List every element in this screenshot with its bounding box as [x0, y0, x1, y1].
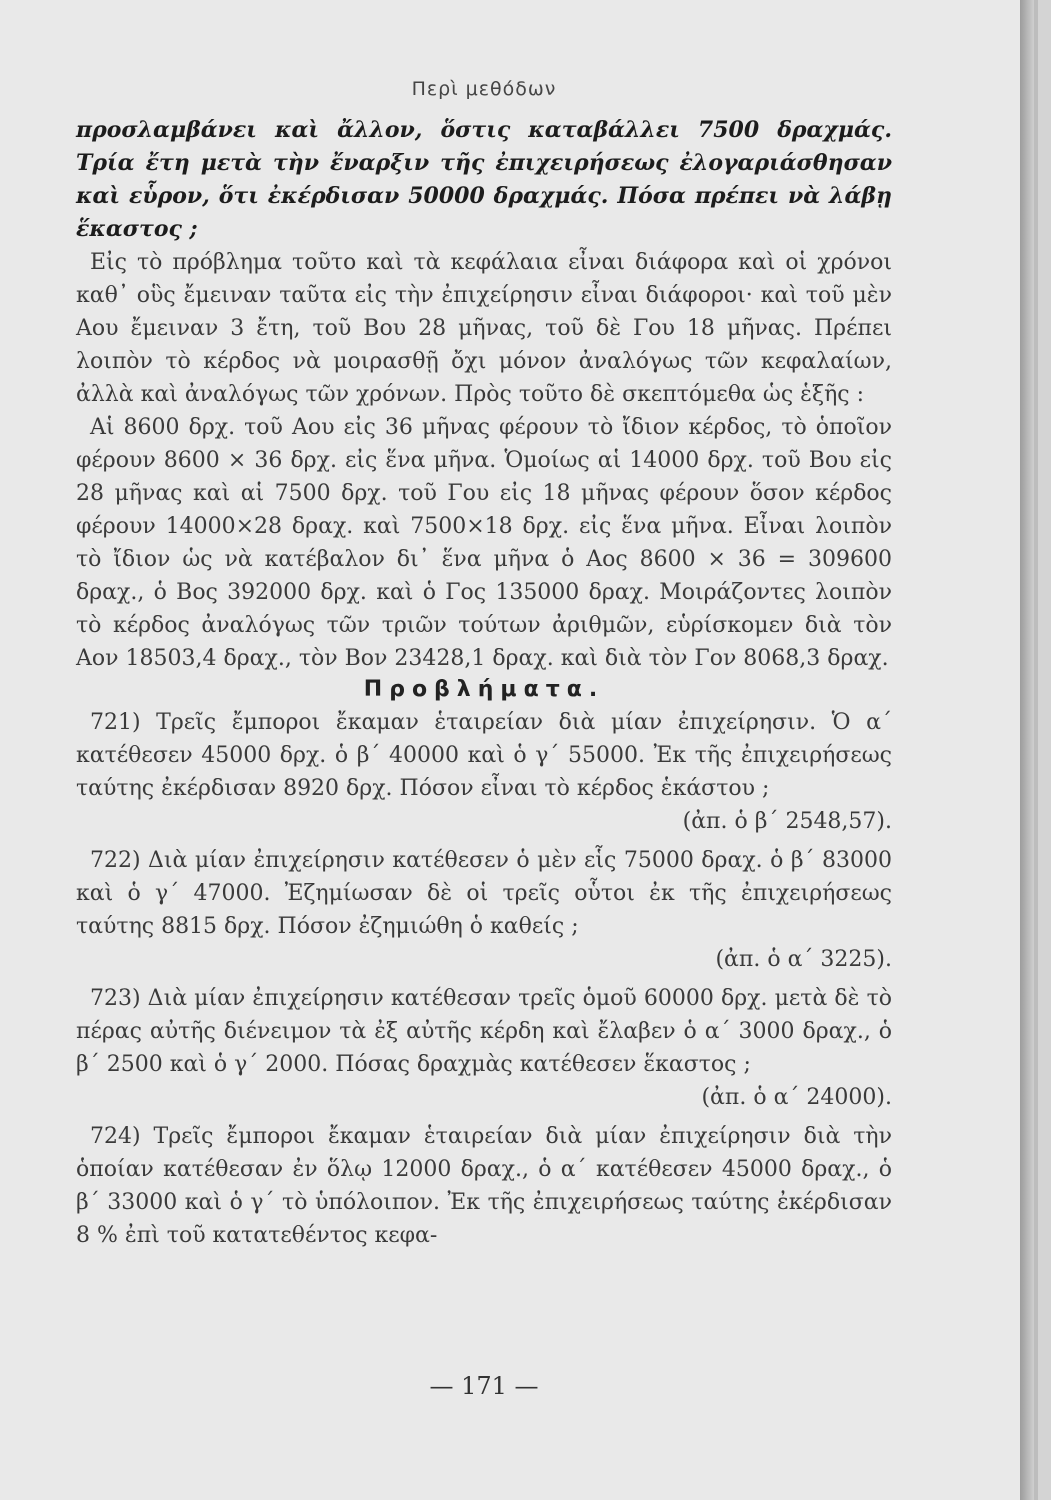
problem-text: 723) Διὰ μίαν ἐπιχείρησιν κατέθεσαν τρεῖς ὁμοῦ 60000 δρχ. μετὰ δὲ τὸ πέρας αὐτῆς διένειμον τὰ ἐξ αὐτῆς κέρδη καὶ ἔλαβεν ὁ α΄ 3000 δραχ., ὁ β΄ 2500 καὶ ὁ γ΄ 2000. Πόσας δραχμὰς κατέθεσεν ἕκαστος ; — [76, 986, 892, 1077]
problem-721 — [76, 706, 892, 838]
page-edge-shadow — [1020, 0, 1034, 1500]
problem-text: 722) Διὰ μίαν ἐπιχείρησιν κατέθεσεν ὁ μὲν εἷς 75000 δραχ. ὁ β΄ 83000 καὶ ὁ γ΄ 47000. Ἐζημίωσαν δὲ οἱ τρεῖς οὗτοι ἐκ τῆς ἐπιχειρήσεως ταύτης 8815 δρχ. Πόσον ἐζημιώθη ὁ καθείς ; — [76, 848, 892, 939]
problem-724 — [76, 1120, 892, 1252]
problem-answer: (ἀπ. ὁ β΄ 2548,57). — [682, 809, 892, 834]
page-body — [76, 78, 892, 1258]
running-head: Περὶ μεθόδων — [411, 78, 557, 100]
solution-paragraph: Αἱ 8600 δρχ. τοῦ Αου εἰς 36 μῆνας φέρουν τὸ ἴδιον κέρδος, τὸ ὁποῖον φέρουν 8600 × 36 δρχ. εἰς ἕνα μῆνα. Ὁμοίως αἱ 14000 δρχ. τοῦ Βου εἰς 28 μῆνας καὶ αἱ 7500 δρχ. τοῦ Γου εἰς 18 μῆνας φέρουν ὅσον κέρδος φέρουν 14000×28 δραχ. καὶ 7500×18 δρχ. εἰς ἕνα μῆνα. Εἶναι λοιπὸν τὸ ἴδιον ὡς νὰ κατέβαλον δι᾽ ἕνα μῆνα ὁ Αος 8600 × 36 = 309600 δραχ., ὁ Βος 392000 δρχ. καὶ ὁ Γος 135000 δραχ. Μοιράζοντες λοιπὸν τὸ κέρδος ἀναλόγως τῶν τριῶν τούτων ἀριθμῶν, εὑρίσκομεν διὰ τὸν Αον 18503,4 δραχ., τὸν Βον 23428,1 δραχ. καὶ διὰ τὸν Γον 8068,3 δραχ. — [76, 415, 892, 671]
problem-723 — [76, 982, 892, 1114]
problem-answer: (ἀπ. ὁ α΄ 24000). — [701, 1085, 892, 1110]
lead-paragraph: προσλαμβάνει καὶ ἄλλον, ὅστις καταβάλλει 7500 δραχμάς. Τρία ἔτη μετὰ τὴν ἔναρξιν τῆς ἐπιχειρήσεως ἐλογαριάσθησαν καὶ εὗρον, ὅτι ἐκέρδισαν 50000 δραχμάς. Πόσα πρέπει νὰ λάβῃ ἕκαστος ; — [76, 117, 892, 242]
solution-paragraph: Εἰς τὸ πρόβλημα τοῦτο καὶ τὰ κεφάλαια εἶναι διάφορα καὶ οἱ χρόνοι καθ᾽ οὓς ἔμειναν ταῦτα εἰς τὴν ἐπιχείρησιν εἶναι διάφοροι· καὶ τοῦ μὲν Αου ἔμειναν 3 ἔτη, τοῦ Βου 28 μῆνας, τοῦ δὲ Γου 18 μῆνας. Πρέπει λοιπὸν τὸ κέρδος νὰ μοιρασθῇ ὄχι μόνον ἀναλόγως τῶν κεφαλαίων, ἀλλὰ καὶ ἀναλόγως τῶν χρόνων. Πρὸς τοῦτο δὲ σκεπτόμεθα ὡς ἑξῆς : — [76, 250, 892, 407]
page-number: — 171 — — [429, 1372, 539, 1400]
problem-722 — [76, 844, 892, 976]
problem-text: 724) Τρεῖς ἔμποροι ἔκαμαν ἑταιρείαν διὰ μίαν ἐπιχείρησιν διὰ τὴν ὁποίαν κατέθεσαν ἐν ὅλῳ 12000 δραχ., ὁ α΄ κατέθεσεν 45000 δραχ., ὁ β΄ 33000 καὶ ὁ γ΄ τὸ ὑπόλοιπον. Ἐκ τῆς ἐπιχειρήσεως ταύτης ἐκέρδισαν 8 % ἐπὶ τοῦ κατατεθέντος κεφα- — [76, 1124, 892, 1248]
section-heading: Προβλήματα. — [363, 677, 605, 702]
problem-answer: (ἀπ. ὁ α΄ 3225). — [715, 947, 892, 972]
problem-text: 721) Τρεῖς ἔμποροι ἔκαμαν ἑταιρείαν διὰ μίαν ἐπιχείρησιν. Ὁ α΄ κατέθεσεν 45000 δρχ. ὁ β΄ 40000 καὶ ὁ γ΄ 55000. Ἐκ τῆς ἐπιχειρήσεως ταύτης ἐκέρδισαν 8920 δρχ. Πόσον εἶναι τὸ κέρδος ἑκάστου ; — [76, 710, 892, 801]
